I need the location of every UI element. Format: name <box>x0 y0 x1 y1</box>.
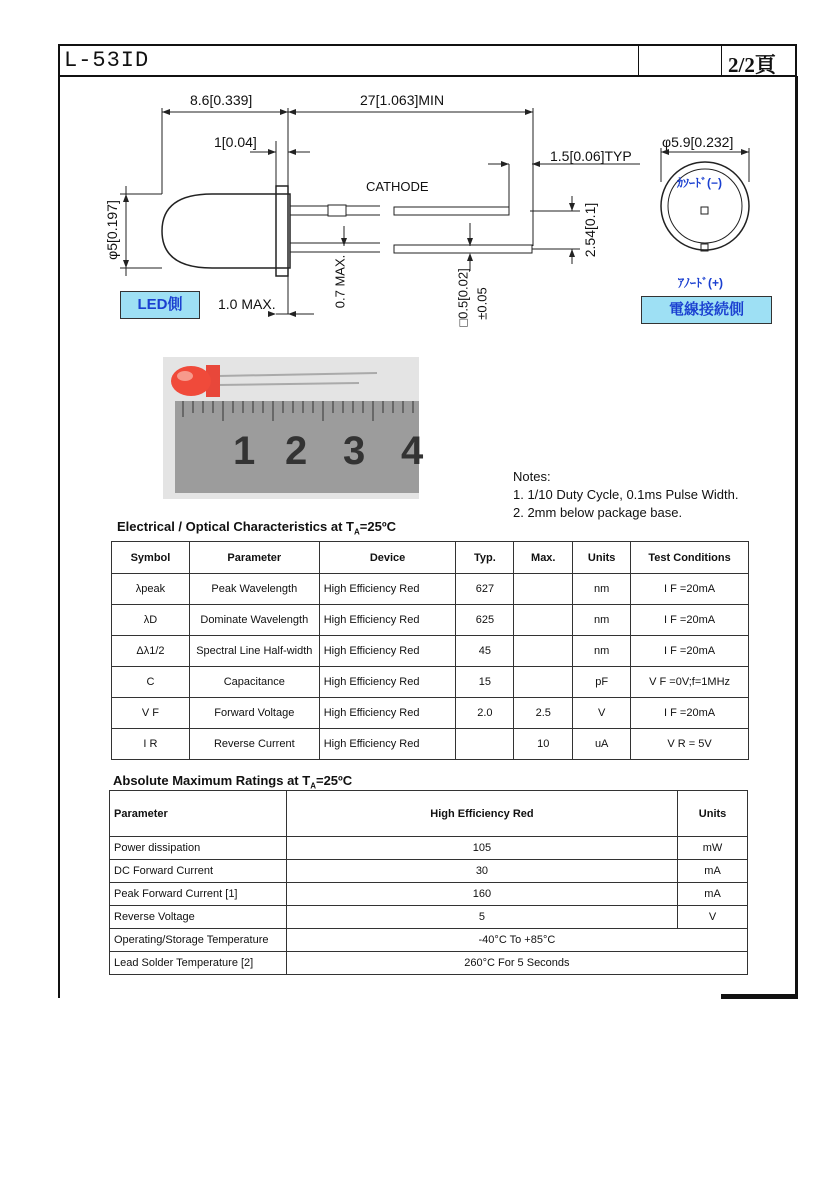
table-cell: Peak Wavelength <box>189 574 319 605</box>
table-cell: 5 <box>286 906 677 929</box>
table-cell: V <box>678 906 748 929</box>
table-cell: Lead Solder Temperature [2] <box>110 952 287 975</box>
table-cell: 15 <box>456 667 514 698</box>
cathode-jp-label: ｶｿｰﾄﾞ(−) <box>677 176 723 190</box>
ruler-number: 1 <box>233 429 256 473</box>
table-cell <box>514 574 573 605</box>
column-header: Max. <box>514 542 573 574</box>
header-divider <box>721 45 722 76</box>
note-item: 2. 2mm below package base. <box>513 505 683 520</box>
electrical-title-suffix: =25ºC <box>359 519 396 534</box>
table-cell: Forward Voltage <box>189 698 319 729</box>
table-cell: mW <box>678 837 748 860</box>
absolute-title-sub: A <box>310 781 316 791</box>
table-cell: -40°C To +85°C <box>286 929 747 952</box>
dim-lead-offset: 1.5[0.06]TYP <box>550 148 632 164</box>
table-cell: I R <box>112 729 190 760</box>
absolute-title <box>113 773 352 791</box>
table-cell <box>514 667 573 698</box>
wire-side-label: 電線接続側 <box>641 296 772 324</box>
electrical-table <box>111 541 749 760</box>
led-photo <box>163 357 424 499</box>
notes-heading: Notes: <box>513 469 551 484</box>
table-row <box>110 883 748 906</box>
table-cell: V F <box>112 698 190 729</box>
table-cell: High Efficiency Red <box>319 574 456 605</box>
table-cell: Operating/Storage Temperature <box>110 929 287 952</box>
header-divider <box>638 45 639 76</box>
table-row <box>112 605 749 636</box>
table-cell: DC Forward Current <box>110 860 287 883</box>
dimension-drawing <box>100 86 800 356</box>
table-cell: I F =20mA <box>631 698 749 729</box>
column-header: Test Conditions <box>631 542 749 574</box>
column-header: High Efficiency Red <box>286 791 677 837</box>
table-cell: mA <box>678 883 748 906</box>
table-cell: 627 <box>456 574 514 605</box>
table-cell: High Efficiency Red <box>319 729 456 760</box>
page-number: 2/2頁 <box>728 53 776 77</box>
table-cell: 160 <box>286 883 677 906</box>
ruler-number: 3 <box>343 429 366 473</box>
dim-lead-tolerance: ±0.05 <box>474 287 490 320</box>
table-cell: mA <box>678 860 748 883</box>
dim-body-diameter: φ5[0.197] <box>104 200 120 260</box>
table-cell: 105 <box>286 837 677 860</box>
table-cell: nm <box>573 636 631 667</box>
anode-jp-label: ｱﾉｰﾄﾞ(+) <box>678 276 724 290</box>
table-cell: nm <box>573 574 631 605</box>
ruler-number: 2 <box>285 429 308 473</box>
frame-bottom-mark <box>721 994 798 999</box>
column-header: Typ. <box>456 542 514 574</box>
table-cell: Power dissipation <box>110 837 287 860</box>
table-row <box>110 952 748 975</box>
dim-lead-square: □0.5[0.02] <box>455 268 471 327</box>
column-header: Symbol <box>112 542 190 574</box>
frame-left-border <box>58 76 60 998</box>
table-row <box>110 929 748 952</box>
table-cell: Peak Forward Current [1] <box>110 883 287 906</box>
notes-block <box>513 468 738 522</box>
table-cell: 2.5 <box>514 698 573 729</box>
table-cell: uA <box>573 729 631 760</box>
table-cell: Capacitance <box>189 667 319 698</box>
table-cell: 30 <box>286 860 677 883</box>
ruler-number: 4 <box>401 429 424 473</box>
table-header-row <box>110 791 748 837</box>
table-row <box>112 636 749 667</box>
table-cell: Reverse Current <box>189 729 319 760</box>
table-cell: I F =20mA <box>631 574 749 605</box>
table-cell: λpeak <box>112 574 190 605</box>
table-header-row <box>112 542 749 574</box>
table-cell: 2.0 <box>456 698 514 729</box>
table-row <box>110 860 748 883</box>
dim-pitch: 2.54[0.1] <box>582 202 598 258</box>
column-header: Parameter <box>110 791 287 837</box>
table-cell: 10 <box>514 729 573 760</box>
column-header: Units <box>678 791 748 837</box>
document-title: L-53ID <box>64 48 150 73</box>
column-header: Parameter <box>189 542 319 574</box>
table-cell: I F =20mA <box>631 636 749 667</box>
dim-07-max: 0.7 MAX. <box>332 254 348 309</box>
table-cell: V <box>573 698 631 729</box>
table-cell <box>514 636 573 667</box>
electrical-title <box>117 519 396 537</box>
table-row <box>110 906 748 929</box>
led-flange <box>276 186 288 276</box>
table-cell: High Efficiency Red <box>319 605 456 636</box>
dim-lead-length: 27[1.063]MIN <box>360 92 445 108</box>
table-cell: λD <box>112 605 190 636</box>
table-cell: Δλ1/2 <box>112 636 190 667</box>
table-cell: I F =20mA <box>631 605 749 636</box>
table-cell: High Efficiency Red <box>319 667 456 698</box>
absolute-title-suffix: =25ºC <box>315 773 353 788</box>
column-header: Device <box>319 542 456 574</box>
column-header: Units <box>573 542 631 574</box>
table-cell: Dominate Wavelength <box>189 605 319 636</box>
absolute-title-text: Absolute Maximum Ratings at T <box>113 773 311 788</box>
table-row <box>110 837 748 860</box>
dim-flange: 1[0.04] <box>214 134 257 150</box>
electrical-title-text: Electrical / Optical Characteristics at T <box>117 519 354 534</box>
dim-width: 8.6[0.339] <box>190 92 253 108</box>
table-cell: nm <box>573 605 631 636</box>
led-side-label: LED側 <box>120 291 200 319</box>
table-cell: V R = 5V <box>631 729 749 760</box>
table-cell: V F =0V;f=1MHz <box>631 667 749 698</box>
header-frame <box>58 44 797 77</box>
table-cell: C <box>112 667 190 698</box>
table-row <box>112 667 749 698</box>
table-cell <box>514 605 573 636</box>
dim-10-max: 1.0 MAX. <box>218 296 276 312</box>
table-cell: Spectral Line Half-width <box>189 636 319 667</box>
table-row <box>112 698 749 729</box>
led-lens <box>171 366 211 396</box>
absolute-max-table <box>109 790 748 975</box>
table-cell: 625 <box>456 605 514 636</box>
table-cell <box>456 729 514 760</box>
note-item: 1. 1/10 Duty Cycle, 0.1ms Pulse Width. <box>513 487 739 502</box>
table-cell: High Efficiency Red <box>319 698 456 729</box>
cathode-label: CATHODE <box>366 179 429 194</box>
table-cell: 45 <box>456 636 514 667</box>
table-cell: High Efficiency Red <box>319 636 456 667</box>
table-row <box>112 729 749 760</box>
table-cell: 260°C For 5 Seconds <box>286 952 747 975</box>
table-row <box>112 574 749 605</box>
led-body-outline <box>162 194 290 268</box>
electrical-title-sub: A <box>354 527 360 537</box>
table-cell: Reverse Voltage <box>110 906 287 929</box>
table-cell: pF <box>573 667 631 698</box>
dim-top-diameter: φ5.9[0.232] <box>662 134 734 150</box>
